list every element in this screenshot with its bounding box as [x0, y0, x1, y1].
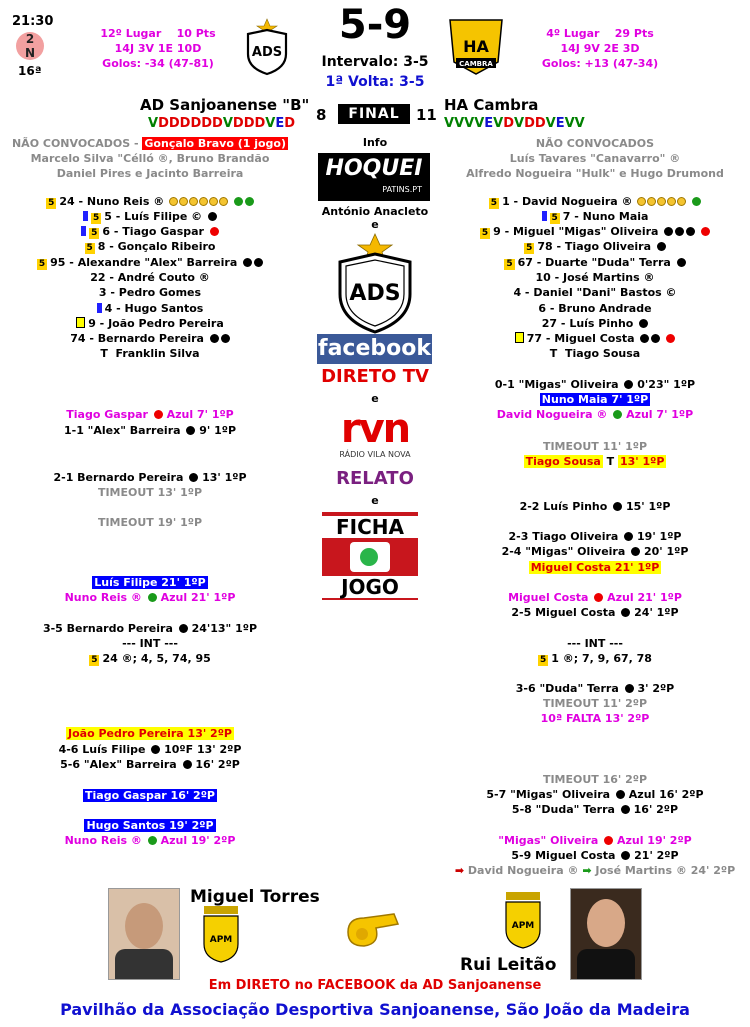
apm-logo-2 [502, 890, 544, 950]
away-goal-0-1: 0-1 "Migas" Oliveira 0'23" 1ºP [494, 378, 696, 391]
away-fouls: 11 [416, 106, 437, 124]
away-event-blue-nogueira: David Nogueira ® Azul 7' 1ºP [496, 408, 694, 421]
home-interval-lineup: 5 24 ®; 4, 5, 74, 95 [91, 652, 211, 665]
away-stats [530, 26, 670, 71]
home-player-4: 4 - Hugo Santos [0, 302, 300, 316]
away-player-6: 6 - Bruno Andrade [538, 302, 652, 315]
home-event-blue-gaspar: Tiago Gaspar Azul 7' 1ºP [66, 408, 234, 421]
sub-out-icon: ➡ [454, 864, 465, 877]
match-status: FINAL [338, 104, 410, 124]
home-position: 12º Lugar [100, 27, 162, 40]
away-not-called: NÃO CONVOCADOS [535, 137, 655, 150]
home-player-9: 9 - João Pedro Pereira [0, 317, 300, 331]
home-event-gaspar: Tiago Gaspar 16' 2ºP [85, 789, 215, 802]
away-goal-5-7: 5-7 "Migas" Oliveira Azul 16' 2ºP [486, 788, 704, 801]
referee-1-photo [108, 888, 180, 980]
away-points: 29 Pts [614, 27, 654, 40]
direto-tv-label: DIRETO TV [321, 366, 429, 387]
away-player-7: 5 7 - Nuno Maia [440, 210, 750, 224]
facebook-logo[interactable]: facebook [317, 334, 432, 364]
home-suspended-player: Gonçalo Bravo (1 jogo) [144, 137, 287, 150]
home-stats [88, 26, 228, 71]
away-team-logo [446, 18, 506, 76]
home-form: VDDDDDDVDDDVED [148, 116, 296, 131]
home-event-pereira: João Pedro Pereira 13' 2ºP [68, 727, 232, 740]
away-not-called-line2: Alfredo Nogueira "Hulk" e Hugo Drumond [466, 167, 724, 180]
sub-in-icon: ➡ [582, 864, 592, 877]
footer-direto: Em DIRETO no FACEBOOK da AD Sanjoanense [208, 978, 542, 993]
interval-score: Intervalo: 3-5 [321, 54, 429, 70]
home-timeout-1: TIMEOUT 13' 1ºP [97, 486, 203, 499]
home-event-santos: Hugo Santos 19' 2ºP [86, 819, 214, 832]
home-player-95: 5 95 - Alexandre "Alex" Barreira [0, 256, 300, 270]
home-timeout-2: TIMEOUT 19' 1ºP [97, 516, 203, 529]
svg-text:APM: APM [511, 921, 535, 931]
home-team-name: AD Sanjoanense "B" [140, 96, 310, 114]
home-not-called: NÃO CONVOCADOS - Gonçalo Bravo (1 jogo) [11, 137, 287, 150]
away-timeout-2: TIMEOUT 11' 2ºP [542, 697, 648, 710]
referee-2-name: Rui Leitão [460, 955, 557, 975]
home-player-8: 5 8 - Gonçalo Ribeiro [86, 240, 216, 253]
info-label: Info [362, 136, 388, 149]
svg-text:ADS: ADS [349, 281, 401, 306]
final-score: 5-9 [338, 2, 412, 48]
home-points: 10 Pts [176, 27, 216, 40]
apm-logo-1 [200, 904, 242, 964]
away-goal-2-5: 2-5 Miguel Costa 24' 1ºP [511, 606, 679, 619]
home-team-logo [242, 18, 292, 76]
away-record: 14J 9V 2E 3D [560, 42, 640, 55]
home-goal-5-6: 5-6 "Alex" Barreira 16' 2ºP [60, 758, 240, 771]
away-player-10: 10 - José Martins ® [535, 271, 655, 284]
home-not-called-line1: Marcelo Silva "Célló ®, Bruno Brandão [30, 152, 270, 165]
away-event-blue-migas: "Migas" Oliveira Azul 19' 2ºP [498, 834, 692, 847]
away-goal-5-8: 5-8 "Duda" Terra 16' 2ºP [511, 803, 679, 816]
relato-label: RELATO [336, 468, 414, 489]
home-player-74: 74 - Bernardo Pereira [0, 332, 300, 346]
hoquei-patins-logo[interactable]: HOQUEI PATINS.PT [318, 153, 430, 201]
competition-logo: 2 N [16, 32, 44, 60]
home-player-24: 5 24 - Nuno Reis ® [0, 195, 300, 209]
home-goal-3-5: 3-5 Bernardo Pereira 24'13" 1ºP [42, 622, 258, 635]
home-goal-1-1: 1-1 "Alex" Barreira 9' 1ºP [63, 424, 237, 437]
away-timeout-3: TIMEOUT 16' 2ºP [542, 773, 648, 786]
away-player-27: 27 - Luís Pinho [440, 317, 750, 331]
away-team-name: HA Cambra [444, 96, 539, 114]
away-player-4: 4 - Daniel "Dani" Bastos © [513, 286, 677, 299]
match-time: 21:30 [12, 14, 54, 29]
away-event-blue-costa: Miguel Costa Azul 21' 1ºP [508, 591, 682, 604]
home-event-blue-reis: Nuno Reis ® Azul 21' 1ºP [64, 591, 236, 604]
away-coach: T Tiago Sousa [549, 347, 641, 360]
away-timeout-1: TIMEOUT 11' 1ºP [542, 440, 648, 453]
and-label-3: e [371, 494, 379, 507]
home-coach: T Franklin Silva [100, 347, 200, 360]
away-player-78: 5 78 - Tiago Oliveira [440, 240, 750, 254]
and-label-1: e [371, 218, 379, 231]
svg-text:HA: HA [463, 37, 489, 56]
home-player-3: 3 - Pedro Gomes [98, 286, 202, 299]
first-leg-score: 1ª Volta: 3-5 [325, 74, 425, 90]
away-event-maia: Nuno Maia 7' 1ºP [541, 393, 649, 406]
away-player-77: 77 - Miguel Costa [440, 332, 750, 346]
away-goal-2-3: 2-3 Tiago Oliveira 19' 1ºP [508, 530, 682, 543]
away-player-67: 5 67 - Duarte "Duda" Terra [440, 256, 750, 270]
rvn-logo[interactable]: rvn RÁDIO VILA NOVA [339, 406, 411, 459]
home-goal-2-1: 2-1 Bernardo Pereira 13' 1ºP [53, 471, 247, 484]
home-fouls: 8 [316, 106, 327, 124]
ads-logo-large[interactable] [330, 232, 420, 334]
away-interval: --- INT --- [567, 637, 623, 650]
home-player-22: 22 - André Couto ® [90, 271, 210, 284]
home-goals: Golos: -34 (47-81) [102, 57, 214, 70]
author-name: António Anacleto [321, 205, 429, 218]
away-10th-foul: 10ª FALTA 13' 2ºP [540, 712, 650, 725]
referee-1-name: Miguel Torres [190, 887, 320, 907]
home-goal-4-6: 4-6 Luís Filipe 10ºF 13' 2ºP [58, 743, 242, 756]
away-player-1: 5 1 - David Nogueira ® [440, 195, 750, 209]
away-goal-5-9: 5-9 Miguel Costa 21' 2ºP [511, 849, 679, 862]
away-goal-2-2: 2-2 Luís Pinho 15' 1ºP [519, 500, 671, 513]
home-not-called-line2: Daniel Pires e Jacinto Barreira [56, 167, 244, 180]
ficha-jogo-logo[interactable]: FICHA JOGO [322, 512, 418, 600]
away-form: VVVVEVDVDDVEVV [444, 116, 585, 131]
home-player-5: 5 5 - Luís Filipe © [0, 210, 300, 224]
away-position: 4º Lugar [546, 27, 600, 40]
away-goal-2-4: 2-4 "Migas" Oliveira 20' 1ºP [501, 545, 689, 558]
and-label-2: e [371, 392, 379, 405]
footer-venue: Pavilhão da Associação Desportiva Sanjoanense, São João da Madeira [60, 1000, 690, 1019]
svg-text:CAMBRA: CAMBRA [459, 60, 493, 68]
away-not-called-line1: Luís Tavares "Canavarro" ® [509, 152, 681, 165]
referee-2-photo [570, 888, 642, 980]
away-interval-lineup: 5 1 ®; 7, 9, 67, 78 [540, 652, 652, 665]
home-event-blue-reis-2: Nuno Reis ® Azul 19' 2ºP [64, 834, 236, 847]
home-event-filipe: Luís Filipe 21' 1ºP [94, 576, 206, 589]
svg-text:ADS: ADS [251, 45, 283, 60]
home-interval: --- INT --- [122, 637, 178, 650]
away-goal-3-6: 3-6 "Duda" Terra 3' 2ºP [515, 682, 675, 695]
round-number: 16ª [18, 64, 42, 78]
home-record: 14J 3V 1E 10D [114, 42, 202, 55]
svg-text:APM: APM [209, 935, 233, 945]
away-goals: Golos: +13 (47-34) [541, 57, 659, 70]
away-event-costa: Miguel Costa 21' 1ºP [530, 561, 660, 574]
home-player-6: 5 6 - Tiago Gaspar [0, 225, 300, 239]
away-event-sousa: Tiago Sousa T 13' 1ºP [525, 455, 665, 468]
whistle-icon [344, 910, 404, 950]
away-substitution: ➡ David Nogueira ® ➡ José Martins ® 24' 2ºP [454, 864, 736, 877]
away-player-9: 5 9 - Miguel "Migas" Oliveira [440, 225, 750, 239]
